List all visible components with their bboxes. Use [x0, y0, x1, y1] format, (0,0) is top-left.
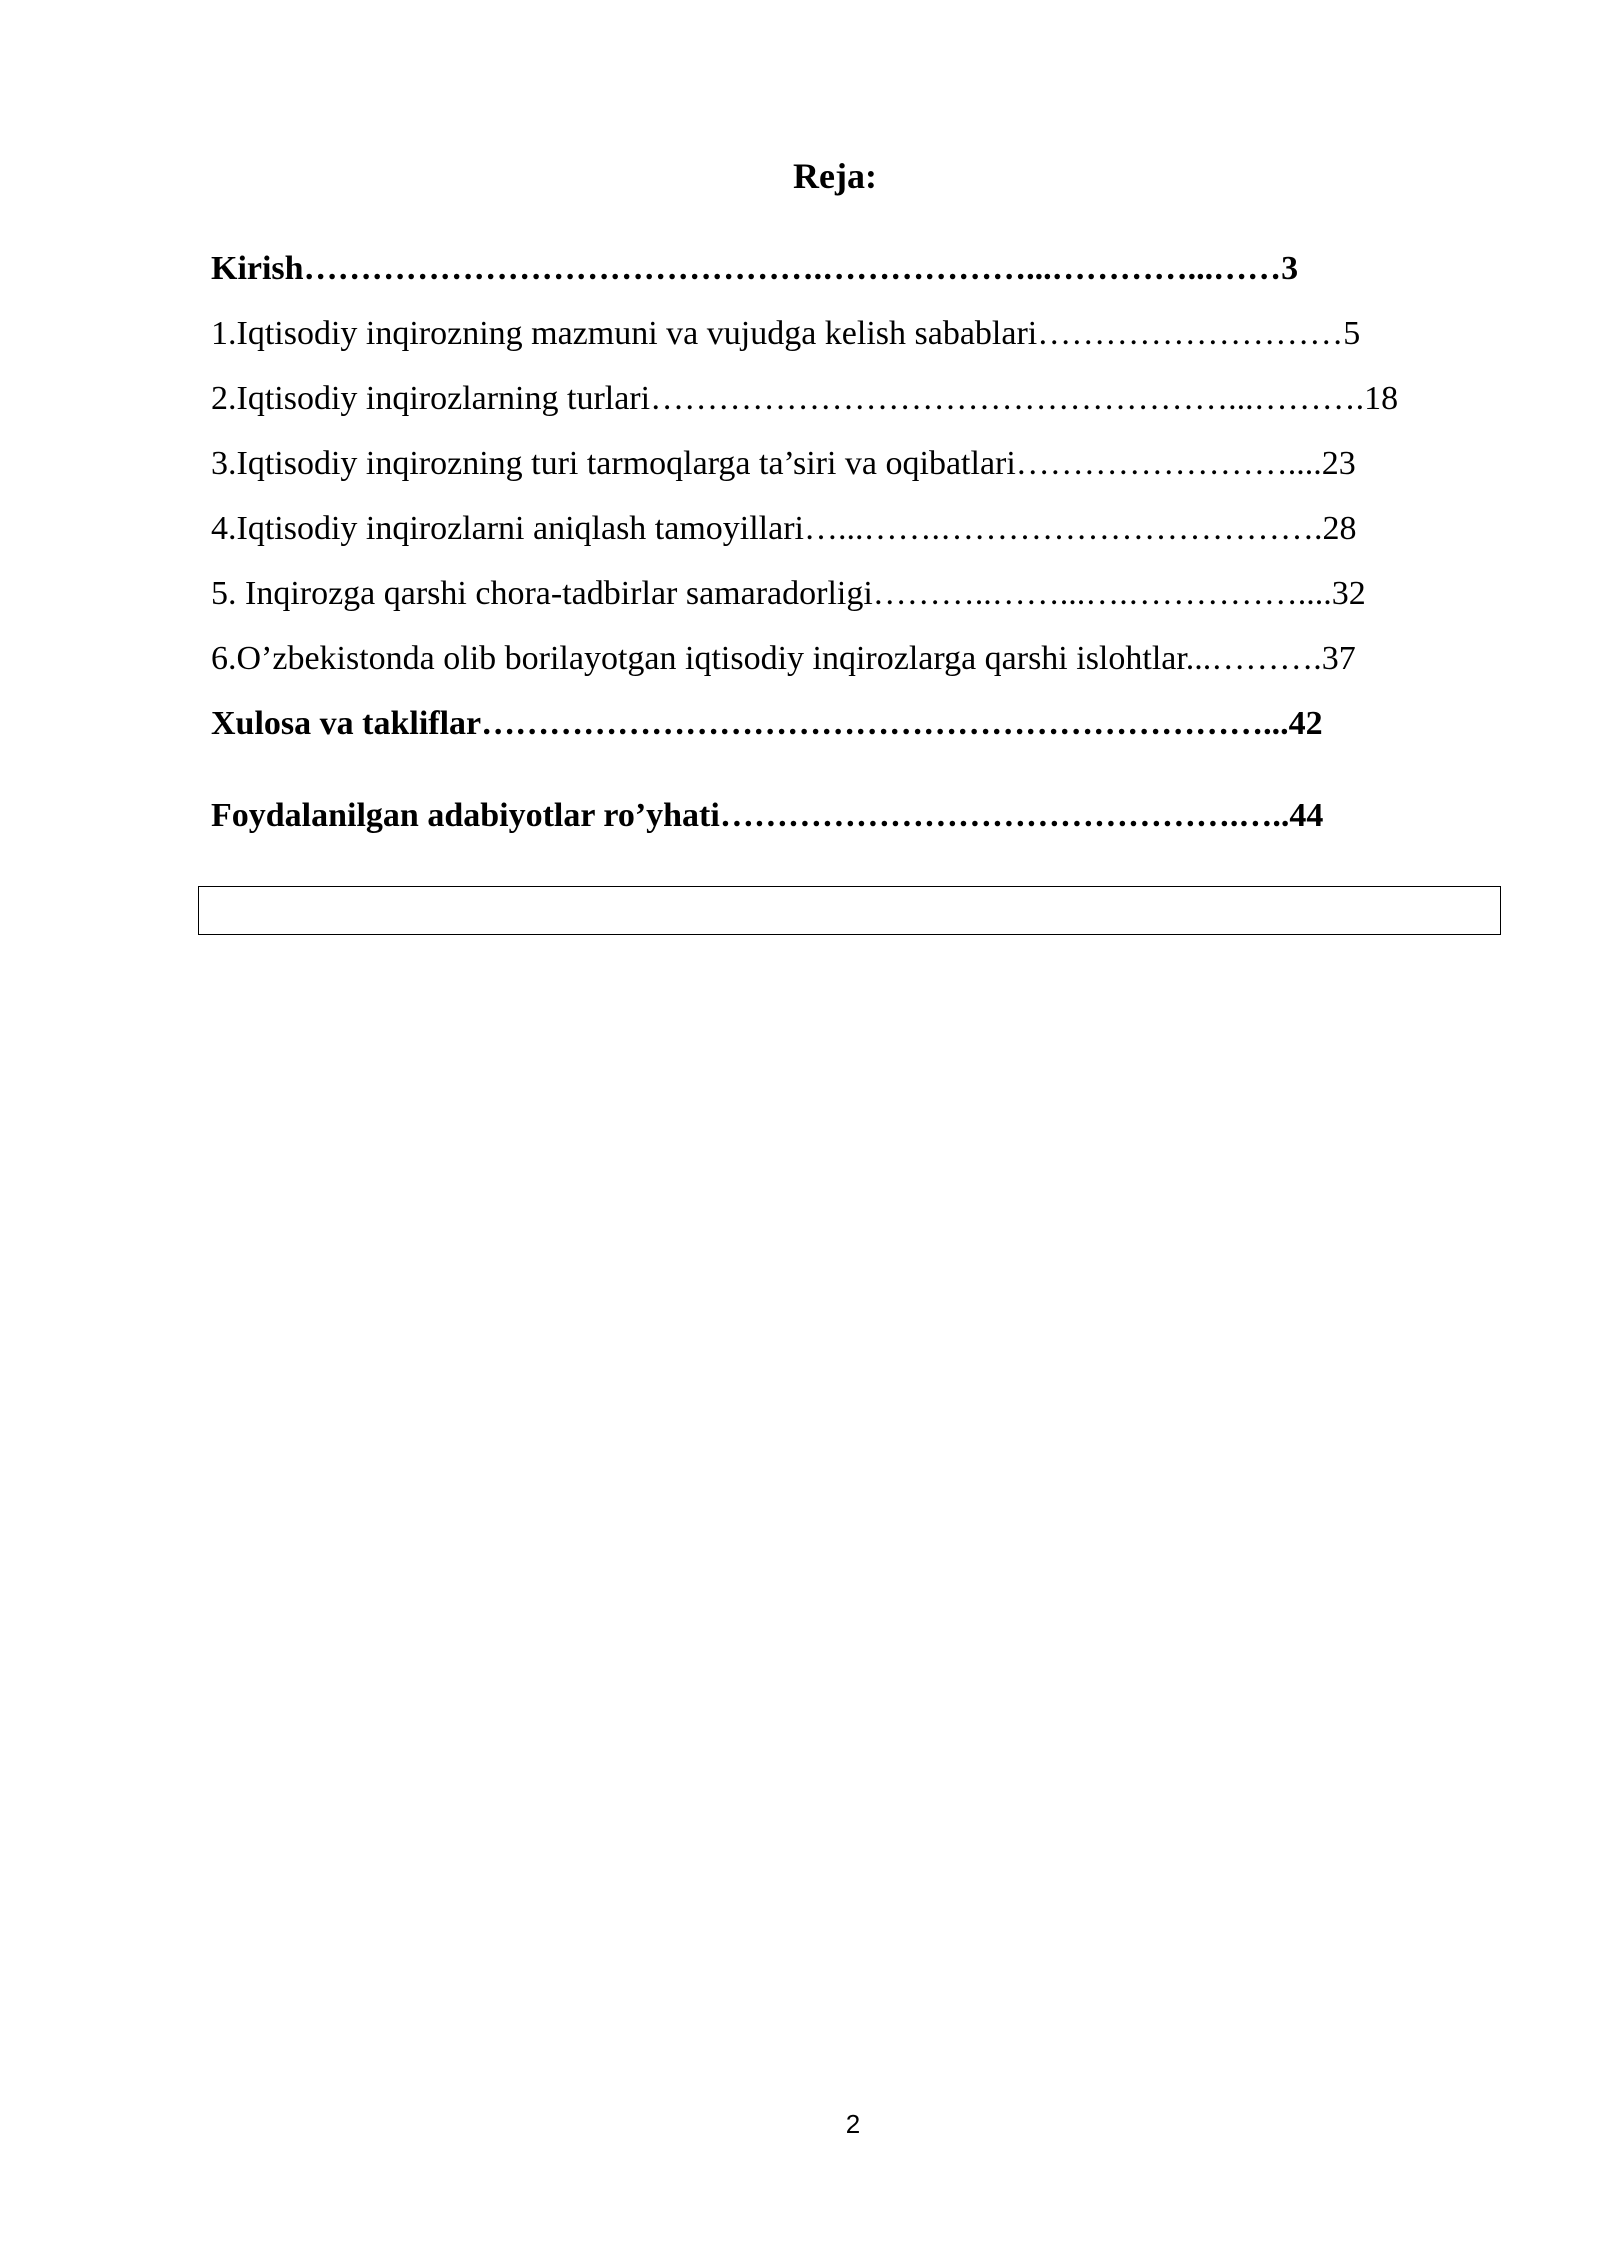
empty-text-box: [198, 886, 1501, 935]
page-number: 2: [845, 2109, 861, 2139]
toc-entry-xulosa: Xulosa va takliflar……………………………………………………………...42: [211, 705, 1323, 742]
page-title: Reja:: [793, 156, 877, 196]
toc-entry-5: 5. Inqirozga qarshi chora-tadbirlar samaradorligi………..……...….……………....32: [211, 575, 1366, 612]
toc-entry-3: 3.Iqtisodiy inqirozning turi tarmoqlarga ta’siri va oqibatlari……………………....23: [211, 445, 1356, 482]
toc-entry-kirish: Kirish……………………………………….………………...…………...……3: [211, 250, 1299, 287]
toc-entry-1: 1.Iqtisodiy inqirozning mazmuni va vujudga kelish sabablari………………………5: [211, 315, 1361, 352]
toc-entry-2: 2.Iqtisodiy inqirozlarning turlari……………………………………………...……….18: [211, 380, 1399, 417]
toc-entry-adabiyotlar: Foydalanilgan adabiyotlar ro’yhati……………………………………….…..44: [211, 797, 1324, 834]
toc-entry-6: 6.O’zbekistonda olib borilayotgan iqtisodiy inqirozlarga qarshi islohtlar...……….37: [211, 640, 1356, 677]
toc-entry-4: 4.Iqtisodiy inqirozlarni aniqlash tamoyillari…...…….…………………………….28: [211, 510, 1357, 547]
